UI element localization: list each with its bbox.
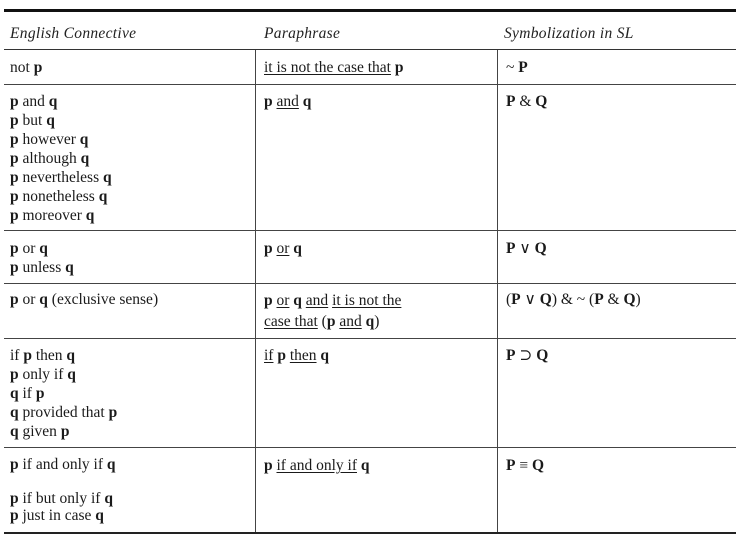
variable-letter: P	[506, 93, 516, 110]
cell-line	[264, 92, 311, 111]
text-fragment: moreover	[18, 207, 86, 224]
variable-letter: Q	[623, 291, 636, 308]
variable-letter: p	[10, 93, 19, 110]
text-fragment: if	[18, 385, 36, 402]
text-fragment: or	[18, 240, 40, 257]
variable-letter: q	[293, 292, 302, 309]
variable-letter: q	[10, 423, 19, 440]
variable-letter: p	[264, 93, 273, 110]
variable-letter: p	[10, 131, 19, 148]
variable-letter: q	[39, 240, 48, 257]
cell-line	[10, 456, 116, 473]
variable-letter: p	[35, 385, 45, 402]
variable-letter: Q	[539, 291, 552, 308]
text-fragment: ∨	[515, 240, 535, 257]
connective-phrase: if and only if	[276, 457, 357, 474]
text-fragment: just in case	[18, 507, 96, 524]
variable-letter: q	[66, 347, 76, 364]
text-fragment: &	[603, 291, 624, 308]
text-fragment: given	[18, 423, 61, 440]
variable-letter: P	[506, 347, 516, 364]
text-fragment: ) & ~ (	[551, 291, 595, 308]
row-divider	[4, 230, 736, 231]
connective-phrase: if	[264, 347, 274, 364]
cell-line	[10, 473, 116, 490]
row-divider	[4, 447, 736, 448]
cell-line	[10, 258, 74, 277]
connective-phrase: and	[339, 313, 362, 330]
row-divider	[4, 84, 736, 85]
english-cell	[10, 92, 112, 225]
paraphrase-cell	[264, 239, 302, 258]
variable-letter: p	[10, 169, 19, 186]
text-fragment: if and only if	[18, 456, 107, 473]
variable-letter: Q	[536, 347, 549, 364]
variable-letter: q	[10, 385, 19, 402]
header-symbolization: Symbolization in SL	[504, 25, 634, 42]
variable-letter: p	[264, 457, 273, 474]
english-cell	[10, 456, 116, 524]
symbol-cell	[506, 239, 547, 258]
text-fragment: (	[506, 291, 512, 308]
header-english-connective: English Connective	[10, 25, 137, 42]
connective-phrase: or	[276, 240, 290, 257]
variable-letter: q	[79, 131, 89, 148]
variable-letter: q	[67, 366, 76, 383]
text-fragment: provided that	[18, 404, 109, 421]
symbol-cell	[506, 290, 641, 309]
cell-line	[10, 92, 112, 111]
text-fragment: (exclusive sense)	[47, 291, 159, 308]
connective-phrase: case that	[264, 313, 318, 330]
text-fragment: ∨	[520, 291, 540, 308]
english-cell	[10, 290, 158, 309]
symbol-cell	[506, 92, 547, 111]
variable-letter: p	[10, 207, 19, 224]
cell-line	[10, 58, 42, 77]
variable-letter: p	[10, 188, 19, 205]
variable-letter: Q	[534, 240, 547, 257]
paraphrase-cell	[264, 92, 311, 111]
variable-letter: q	[95, 507, 104, 524]
variable-letter: q	[10, 404, 19, 421]
text-fragment: unless	[18, 259, 66, 276]
variable-letter: q	[104, 490, 113, 507]
variable-letter: p	[108, 404, 118, 421]
text-fragment: ⊃	[515, 347, 537, 364]
variable-letter: p	[10, 291, 19, 308]
variable-letter: P	[506, 240, 516, 257]
text-fragment: &	[515, 93, 536, 110]
text-fragment: not	[10, 59, 34, 76]
english-cell	[10, 239, 74, 277]
text-fragment: although	[18, 150, 81, 167]
variable-letter: p	[10, 150, 19, 167]
connective-phrase: it is not the case that	[264, 59, 391, 76]
variable-letter: p	[394, 59, 404, 76]
cell-line	[10, 187, 112, 206]
cell-line	[264, 239, 302, 258]
text-fragment: if but only if	[18, 490, 105, 507]
variable-letter: P	[506, 457, 516, 474]
cell-line	[506, 239, 547, 258]
cell-line	[10, 365, 117, 384]
cell-line	[264, 346, 329, 365]
column-divider-1	[255, 50, 256, 532]
text-fragment: nonetheless	[18, 188, 99, 205]
bottom-rule	[4, 532, 736, 534]
variable-letter: q	[365, 313, 375, 330]
cell-line	[506, 92, 547, 111]
variable-letter: p	[10, 507, 19, 524]
symbol-cell	[506, 58, 528, 77]
column-divider-2	[497, 50, 498, 532]
cell-line	[10, 490, 116, 507]
text-fragment	[10, 473, 14, 490]
variable-letter: P	[518, 59, 528, 76]
variable-letter: p	[10, 240, 19, 257]
variable-letter: q	[85, 207, 95, 224]
variable-letter: p	[60, 423, 70, 440]
paraphrase-cell	[264, 456, 370, 475]
paraphrase-cell	[264, 290, 401, 332]
variable-letter: Q	[535, 93, 548, 110]
variable-letter: p	[10, 112, 19, 129]
variable-letter: p	[264, 240, 273, 257]
variable-letter: q	[48, 93, 58, 110]
row-divider	[4, 338, 736, 339]
text-fragment: )	[374, 313, 380, 330]
text-fragment: only if	[18, 366, 68, 383]
english-cell	[10, 346, 117, 441]
text-fragment: (	[317, 313, 327, 330]
variable-letter: P	[594, 291, 604, 308]
row-divider	[4, 283, 736, 284]
cell-line	[10, 346, 117, 365]
text-fragment: or	[18, 291, 40, 308]
text-fragment: and	[18, 93, 49, 110]
cell-line	[506, 58, 528, 77]
variable-letter: p	[326, 313, 336, 330]
cell-line	[10, 111, 112, 130]
variable-letter: p	[264, 292, 273, 309]
connective-phrase: then	[289, 347, 317, 364]
cell-line	[506, 456, 544, 475]
connective-phrase: and	[305, 292, 329, 309]
variable-letter: q	[102, 169, 112, 186]
variable-letter: p	[10, 456, 19, 473]
english-cell	[10, 58, 42, 77]
cell-line	[506, 346, 548, 365]
connective-phrase: and	[276, 93, 299, 110]
symbol-cell	[506, 456, 544, 475]
text-fragment: nevertheless	[18, 169, 103, 186]
header-paraphrase: Paraphrase	[264, 25, 341, 42]
cell-line	[264, 456, 370, 475]
variable-letter: q	[320, 347, 330, 364]
variable-letter: q	[46, 112, 55, 129]
variable-letter: q	[98, 188, 108, 205]
connective-phrase: it is not the	[332, 292, 402, 309]
text-fragment: but	[18, 112, 47, 129]
cell-line	[10, 290, 158, 309]
cell-line	[264, 311, 401, 332]
variable-letter: p	[23, 347, 32, 364]
cell-line	[10, 403, 117, 422]
connective-phrase: or	[276, 292, 290, 309]
variable-letter: P	[511, 291, 521, 308]
text-fragment: )	[635, 291, 641, 308]
variable-letter: q	[106, 456, 116, 473]
cell-line	[506, 290, 641, 309]
header-rule	[4, 49, 736, 50]
top-rule	[4, 9, 736, 12]
cell-line	[10, 384, 117, 403]
cell-line	[10, 239, 74, 258]
cell-line	[10, 168, 112, 187]
variable-letter: p	[10, 366, 19, 383]
variable-letter: q	[65, 259, 74, 276]
symbol-cell	[506, 346, 548, 365]
cell-line	[10, 130, 112, 149]
variable-letter: p	[277, 347, 286, 364]
cell-line	[264, 58, 403, 77]
variable-letter: p	[33, 59, 43, 76]
variable-letter: q	[80, 150, 90, 167]
cell-line	[10, 507, 116, 524]
text-fragment: then	[31, 347, 67, 364]
text-fragment: ~	[506, 59, 519, 76]
cell-line	[264, 290, 401, 311]
variable-letter: q	[293, 240, 302, 257]
variable-letter: q	[302, 93, 312, 110]
cell-line	[10, 149, 112, 168]
variable-letter: Q	[531, 457, 545, 474]
text-fragment: if	[10, 347, 24, 364]
text-fragment: ≡	[515, 457, 532, 474]
text-fragment: however	[18, 131, 80, 148]
paraphrase-cell	[264, 346, 329, 365]
variable-letter: q	[39, 291, 48, 308]
cell-line	[10, 422, 117, 441]
cell-line	[10, 206, 112, 225]
variable-letter: p	[10, 259, 19, 276]
variable-letter: p	[10, 490, 19, 507]
variable-letter: q	[360, 457, 370, 474]
paraphrase-cell	[264, 58, 403, 77]
